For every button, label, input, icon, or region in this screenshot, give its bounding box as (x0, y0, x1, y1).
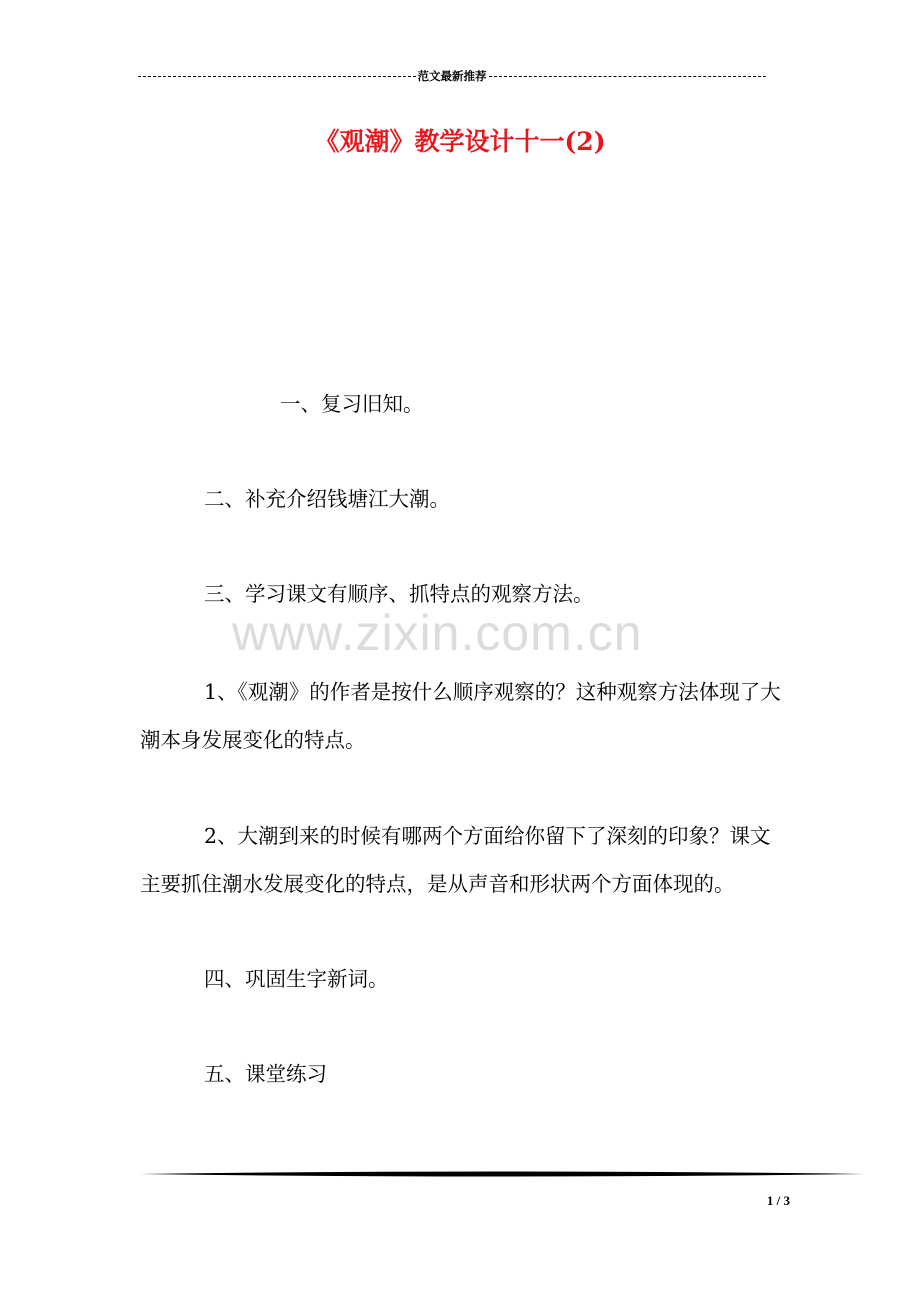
question-2: 2、大潮到来的时候有哪两个方面给你留下了深刻的印象？课文主要抓住潮水发展变化的特点，是从声音和形状两个方面体现的。 (140, 824, 771, 896)
section-review: 一、复习旧知。 (280, 392, 424, 416)
section-introduction: 二、补充介绍钱塘江大潮。 (204, 487, 450, 511)
section-observation-method: 三、学习课文有顺序、抓特点的观察方法。 (204, 582, 594, 606)
section-practice: 五、课堂练习 (204, 1062, 327, 1086)
header-left-dashes (138, 76, 416, 77)
page-number: 1 / 3 (766, 1193, 790, 1208)
header-right-dashes (489, 76, 767, 77)
page-header (138, 66, 766, 86)
question-1: 1、《观潮》的作者是按什么顺序观察的？这种观察方法体现了大潮本身发展变化的特点。 (140, 680, 781, 752)
footer-rule (140, 1170, 864, 1178)
document-title: 《观潮》教学设计十一(2) (314, 127, 606, 156)
section-vocabulary: 四、巩固生字新词。 (204, 967, 389, 991)
header-label: 范文最新推荐 (417, 69, 487, 83)
watermark: www.zixin.com.cn (232, 605, 643, 661)
